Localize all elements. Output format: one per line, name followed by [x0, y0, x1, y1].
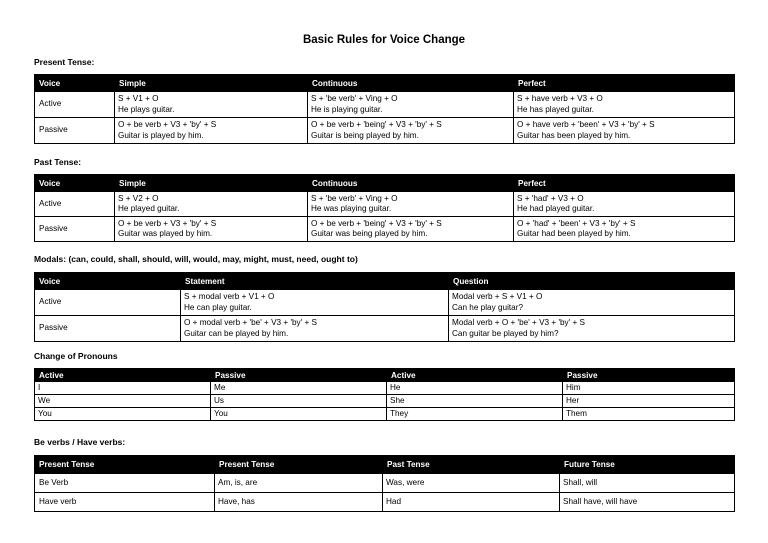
pronoun-cell: You: [35, 408, 211, 421]
header-passive: Passive: [563, 369, 735, 382]
header-perfect: Perfect: [514, 175, 735, 192]
header-future-tense: Future Tense: [560, 456, 735, 474]
modals-table: [34, 272, 735, 342]
verb-cell: Shall have, will have: [560, 493, 735, 512]
verb-cell: Have verb: [35, 493, 215, 512]
past-tense-label: Past Tense:: [34, 157, 82, 167]
header-continuous: Continuous: [308, 75, 514, 92]
modals-passive-statement: O + modal verb + 'be' + V3 + 'by' + S Guitar can be played by him.: [181, 316, 449, 342]
present-tense-label: Present Tense:: [34, 57, 95, 67]
verbs-label: Be verbs / Have verbs:: [34, 437, 126, 447]
header-voice: Voice: [35, 75, 115, 92]
header-voice: Voice: [35, 273, 181, 290]
pronoun-cell: We: [35, 395, 211, 408]
past-passive-continuous: O + be verb + 'being' + V3 + 'by' + S Guitar was being played by him.: [308, 217, 514, 242]
present-tense-table: [34, 74, 735, 144]
pronoun-cell: He: [387, 382, 563, 395]
modals-active-statement: S + modal verb + V1 + O He can play guitar.: [181, 290, 449, 316]
header-perfect: Perfect: [514, 75, 735, 92]
pronoun-cell: Her: [563, 395, 735, 408]
verbs-table: [34, 455, 735, 512]
header-active: Active: [35, 369, 211, 382]
pronoun-cell: I: [35, 382, 211, 395]
present-active-perfect: S + have verb + V3 + O He has played guitar.: [514, 92, 735, 118]
pronoun-cell: Me: [211, 382, 387, 395]
header-active: Active: [387, 369, 563, 382]
pronoun-cell: Us: [211, 395, 387, 408]
present-passive-simple: O + be verb + V3 + 'by' + S Guitar is played by him.: [115, 118, 308, 144]
header-question: Question: [449, 273, 735, 290]
verb-cell: Shall, will: [560, 474, 735, 493]
header-simple: Simple: [115, 175, 308, 192]
past-passive-perfect: O + 'had' + 'been' + V3 + 'by' + S Guitar had been played by him.: [514, 217, 735, 242]
row-label-active: Active: [35, 192, 115, 217]
past-active-simple: S + V2 + O He played guitar.: [115, 192, 308, 217]
verb-cell: Have, has: [215, 493, 383, 512]
header-statement: Statement: [181, 273, 449, 290]
modals-active-question: Modal verb + S + V1 + O Can he play guitar?: [449, 290, 735, 316]
page-title: Basic Rules for Voice Change: [302, 34, 466, 46]
verb-cell: Be Verb: [35, 474, 215, 493]
present-active-simple: S + V1 + O He plays guitar.: [115, 92, 308, 118]
row-label-passive: Passive: [35, 316, 181, 342]
verb-cell: Was, were: [383, 474, 560, 493]
pronoun-cell: You: [211, 408, 387, 421]
header-voice: Voice: [35, 175, 115, 192]
row-label-passive: Passive: [35, 217, 115, 242]
present-passive-continuous: O + be verb + 'being' + V3 + 'by' + S Guitar is being played by him.: [308, 118, 514, 144]
present-active-continuous: S + 'be verb' + Ving + O He is playing guitar.: [308, 92, 514, 118]
verb-cell: Had: [383, 493, 560, 512]
header-simple: Simple: [115, 75, 308, 92]
row-label-active: Active: [35, 92, 115, 118]
past-active-continuous: S + 'be verb' + Ving + O He was playing guitar.: [308, 192, 514, 217]
pronoun-cell: They: [387, 408, 563, 421]
present-passive-perfect: O + have verb + 'been' + V3 + 'by' + S Guitar has been played by him.: [514, 118, 735, 144]
header-present-tense: Present Tense: [35, 456, 215, 474]
pronouns-label: Change of Pronouns: [34, 351, 118, 361]
pronouns-table: [34, 368, 735, 421]
header-past-tense: Past Tense: [383, 456, 560, 474]
row-label-active: Active: [35, 290, 181, 316]
header-passive: Passive: [211, 369, 387, 382]
row-label-passive: Passive: [35, 118, 115, 144]
header-continuous: Continuous: [308, 175, 514, 192]
past-passive-simple: O + be verb + V3 + 'by' + S Guitar was played by him.: [115, 217, 308, 242]
past-tense-table: [34, 174, 735, 242]
pronoun-cell: Them: [563, 408, 735, 421]
modals-passive-question: Modal verb + O + 'be' + V3 + 'by' + S Can guitar be played by him?: [449, 316, 735, 342]
past-active-perfect: S + 'had' + V3 + O He had played guitar.: [514, 192, 735, 217]
header-present-tense: Present Tense: [215, 456, 383, 474]
pronoun-cell: She: [387, 395, 563, 408]
modals-label: Modals: (can, could, shall, should, will, would, may, might, must, need, ought to): [34, 254, 358, 264]
pronoun-cell: Him: [563, 382, 735, 395]
verb-cell: Am, is, are: [215, 474, 383, 493]
